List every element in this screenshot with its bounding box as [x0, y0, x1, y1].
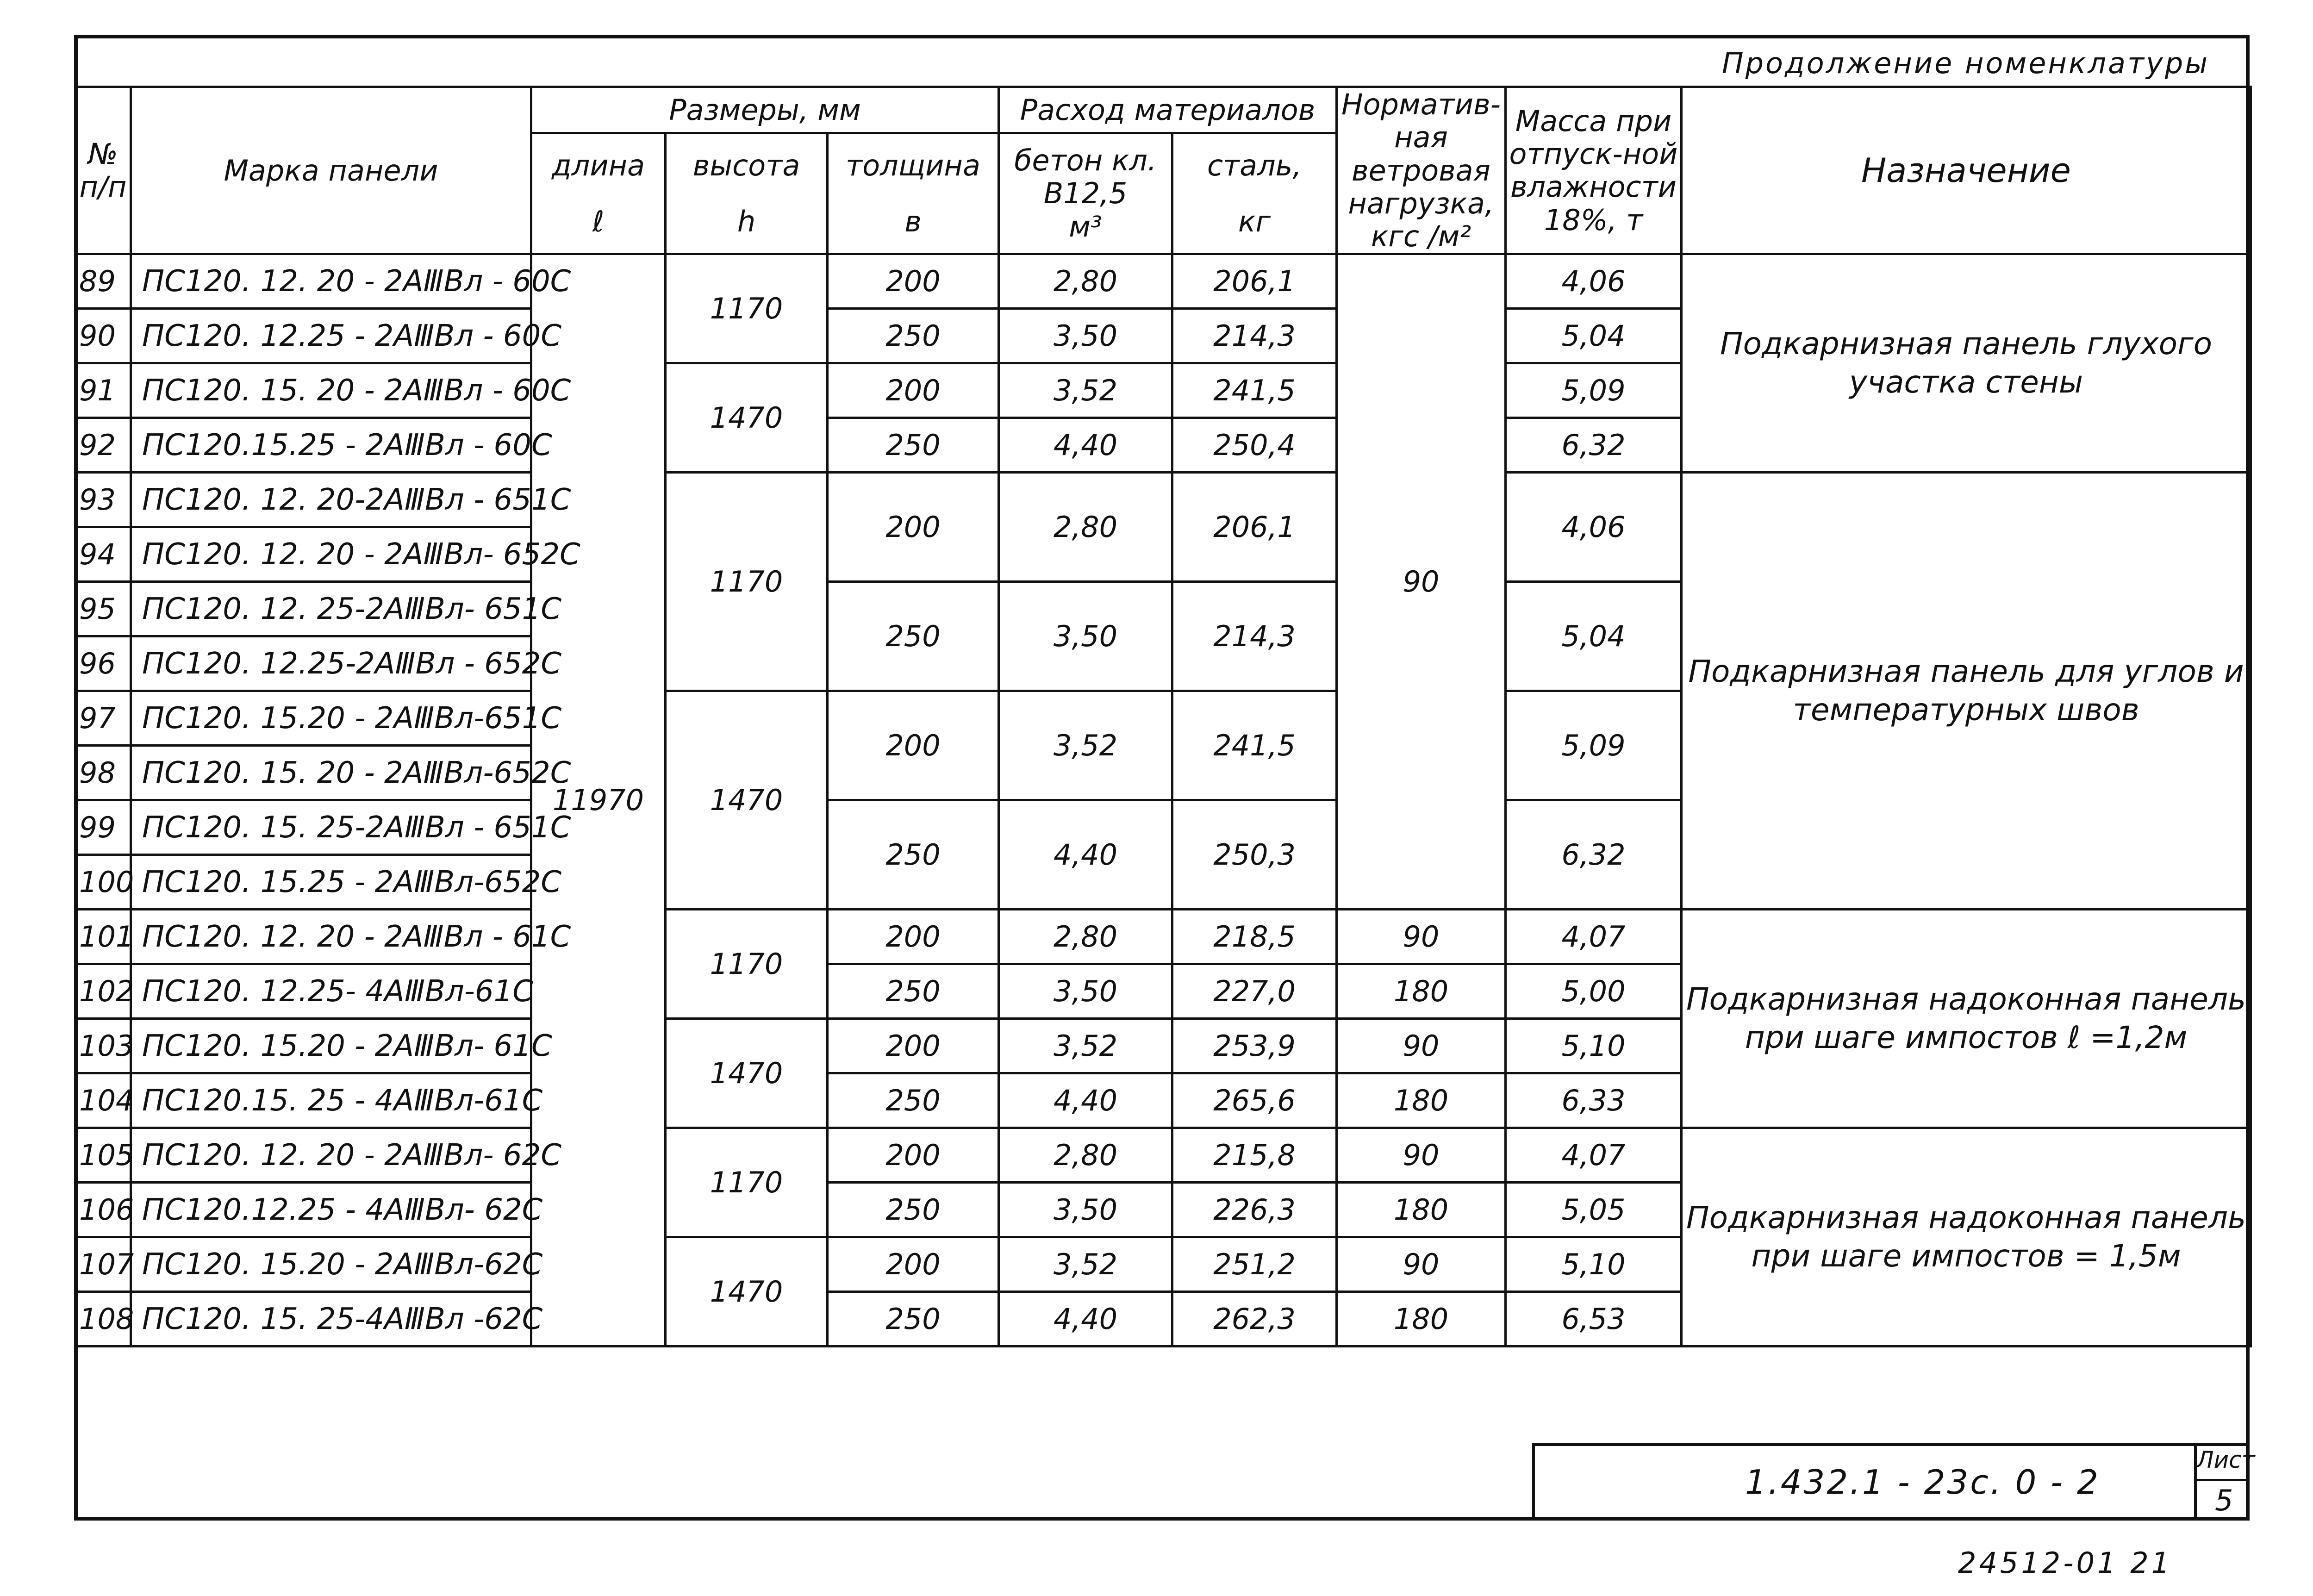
table-cell: 206,1: [1172, 473, 1337, 582]
table-cell: 1170: [666, 473, 828, 691]
table-cell: 200: [828, 1128, 999, 1183]
document-code: 1.432.1 - 23с. 0 - 2: [1745, 1463, 2100, 1502]
table-cell: ПС120.15. 25 - 4АⅢВл-61С: [131, 1073, 531, 1128]
table-cell: 97: [75, 691, 131, 746]
table-cell: 250: [828, 800, 999, 910]
table-cell: ПС120. 15. 25-2АⅢВл - 651С: [131, 800, 531, 855]
table-cell: 250: [828, 1183, 999, 1237]
table-cell: 180: [1337, 964, 1506, 1019]
table-cell: 5,10: [1506, 1019, 1682, 1073]
col-header-sizes: Размеры, мм: [531, 87, 999, 133]
table-cell: 93: [75, 473, 131, 527]
table-cell: 262,3: [1172, 1292, 1337, 1347]
table-cell: 200: [828, 910, 999, 964]
table-cell: 90: [1337, 1237, 1506, 1292]
inventory-number: 24512-01 21: [1958, 1546, 2173, 1580]
table-cell: ПС120. 12. 20 - 2АⅢВл - 61С: [131, 910, 531, 964]
table-cell: 102: [75, 964, 131, 1019]
table-cell: 4,07: [1506, 1128, 1682, 1183]
table-cell: 241,5: [1172, 691, 1337, 800]
col-header-materials: Расход материалов: [999, 87, 1337, 133]
table-cell: 265,6: [1172, 1073, 1337, 1128]
table-cell: 250,4: [1172, 418, 1337, 473]
table-cell: 3,52: [999, 363, 1172, 418]
header-row-1: [75, 87, 2251, 133]
col-header-height: высота h: [666, 133, 828, 254]
table-cell: 4,40: [999, 800, 1172, 910]
nomenclature-table: [74, 86, 2252, 1347]
length-cell: 11970: [531, 254, 666, 1347]
table-cell: 5,04: [1506, 309, 1682, 363]
table-cell: 250: [828, 1292, 999, 1347]
col-header-no: № п/п: [75, 87, 131, 254]
table-cell: 4,07: [1506, 910, 1682, 964]
table-cell: 3,50: [999, 1183, 1172, 1237]
purpose-cell: Подкарнизная панель для углов и температурных швов: [1682, 473, 2251, 910]
table-cell: 180: [1337, 1292, 1506, 1347]
table-row: [75, 1128, 2251, 1183]
table-cell: 253,9: [1172, 1019, 1337, 1073]
table-cell: ПС120. 12.25- 4АⅢВл-61С: [131, 964, 531, 1019]
table-cell: 180: [1337, 1183, 1506, 1237]
table-cell: 1470: [666, 1237, 828, 1347]
col-header-thickness: толщина в: [828, 133, 999, 254]
table-cell: 1170: [666, 910, 828, 1019]
table-cell: 94: [75, 527, 131, 582]
table-cell: 250: [828, 309, 999, 363]
purpose-cell: Подкарнизная панель глухого участка стены: [1682, 254, 2251, 473]
table-cell: 4,06: [1506, 473, 1682, 582]
table-cell: 3,52: [999, 1237, 1172, 1292]
table-cell: 90: [75, 309, 131, 363]
table-cell: 1470: [666, 1019, 828, 1128]
table-cell: 106: [75, 1183, 131, 1237]
table-cell: 90: [1337, 910, 1506, 964]
col-header-wind-load: Норматив-ная ветровая нагрузка, кгс /м²: [1337, 87, 1506, 254]
table-cell: ПС120. 15. 20 - 2АⅢВл-652С: [131, 746, 531, 800]
table-cell: ПС120.15.25 - 2АⅢВл - 60С: [131, 418, 531, 473]
table-cell: 214,3: [1172, 582, 1337, 691]
table-cell: 206,1: [1172, 254, 1337, 309]
table-cell: 226,3: [1172, 1183, 1337, 1237]
col-header-length: длина ℓ: [531, 133, 666, 254]
table-cell: 1170: [666, 254, 828, 363]
table-cell: 95: [75, 582, 131, 636]
table-cell: 107: [75, 1237, 131, 1292]
table-cell: ПС120. 15.25 - 2АⅢВл-652С: [131, 855, 531, 910]
table-cell: 250: [828, 418, 999, 473]
table-cell: 250: [828, 582, 999, 691]
table-cell: 5,00: [1506, 964, 1682, 1019]
table-cell: ПС120. 15.20 - 2АⅢВл-62С: [131, 1237, 531, 1292]
table-cell: ПС120. 12. 20-2АⅢВл - 651С: [131, 473, 531, 527]
table-row: [75, 910, 2251, 964]
table-cell: 4,06: [1506, 254, 1682, 309]
continuation-note: Продолжение номенклатуры: [1722, 46, 2210, 80]
table-cell: 98: [75, 746, 131, 800]
table-cell: ПС120. 12.25-2АⅢВл - 652С: [131, 636, 531, 691]
table-cell: 3,52: [999, 691, 1172, 800]
col-header-mass: Масса при отпуск-ной влажности 18%, т: [1506, 87, 1682, 254]
table-cell: 6,33: [1506, 1073, 1682, 1128]
table-cell: ПС120. 15. 20 - 2АⅢВл - 60С: [131, 363, 531, 418]
purpose-cell: Подкарнизная надоконная панель при шаге импостов ℓ =1,2м: [1682, 910, 2251, 1128]
col-header-mark: Марка панели: [131, 87, 531, 254]
table-cell: 4,40: [999, 1073, 1172, 1128]
table-cell: 3,52: [999, 1019, 1172, 1073]
table-cell: 4,40: [999, 1292, 1172, 1347]
table-cell: 5,09: [1506, 363, 1682, 418]
table-cell: 90: [1337, 1128, 1506, 1183]
table-cell: 241,5: [1172, 363, 1337, 418]
table-cell: ПС120. 12. 20 - 2АⅢВл- 652С: [131, 527, 531, 582]
table-cell: 1470: [666, 363, 828, 473]
table-cell: 104: [75, 1073, 131, 1128]
col-header-purpose: Назначение: [1682, 87, 2251, 254]
table-cell: 2,80: [999, 1128, 1172, 1183]
table-cell: 200: [828, 691, 999, 800]
table-cell: 6,53: [1506, 1292, 1682, 1347]
table-cell: 214,3: [1172, 309, 1337, 363]
table-cell: 108: [75, 1292, 131, 1347]
table-cell: 200: [828, 363, 999, 418]
table-cell: 250: [828, 1073, 999, 1128]
table-cell: 5,05: [1506, 1183, 1682, 1237]
purpose-cell: Подкарнизная надоконная панель при шаге импостов = 1,5м: [1682, 1128, 2251, 1347]
table-cell: 1470: [666, 691, 828, 910]
table-cell: 2,80: [999, 254, 1172, 309]
table-cell: 2,80: [999, 473, 1172, 582]
sheet-divider: [2194, 1479, 2250, 1481]
table-cell: 250: [828, 964, 999, 1019]
table-cell: 91: [75, 363, 131, 418]
table-cell: 89: [75, 254, 131, 309]
table-cell: 227,0: [1172, 964, 1337, 1019]
col-header-concrete: бетон кл. В12,5 м³: [999, 133, 1172, 254]
table-cell: 103: [75, 1019, 131, 1073]
table-row: [75, 473, 2251, 527]
table-cell: ПС120. 12. 25-2АⅢВл- 651С: [131, 582, 531, 636]
table-cell: 250,3: [1172, 800, 1337, 910]
table-cell: 3,50: [999, 582, 1172, 691]
table-cell: 100: [75, 855, 131, 910]
table-cell: 6,32: [1506, 800, 1682, 910]
col-header-steel: сталь, кг: [1172, 133, 1337, 254]
table-cell: 2,80: [999, 910, 1172, 964]
table-cell: 101: [75, 910, 131, 964]
sheet-label: Лист: [2196, 1446, 2255, 1473]
table-cell: 6,32: [1506, 418, 1682, 473]
table-cell: ПС120. 15.20 - 2АⅢВл-651С: [131, 691, 531, 746]
wind-load-cell: 90: [1337, 254, 1506, 910]
table-cell: 215,8: [1172, 1128, 1337, 1183]
table-cell: ПС120.12.25 - 4АⅢВл- 62С: [131, 1183, 531, 1237]
table-cell: 251,2: [1172, 1237, 1337, 1292]
table-cell: 99: [75, 800, 131, 855]
table-cell: ПС120. 12. 20 - 2АⅢВл - 60С: [131, 254, 531, 309]
table-cell: ПС120. 15.20 - 2АⅢВл- 61С: [131, 1019, 531, 1073]
table-cell: 200: [828, 1237, 999, 1292]
table-cell: 5,04: [1506, 582, 1682, 691]
table-cell: 5,10: [1506, 1237, 1682, 1292]
table-cell: 96: [75, 636, 131, 691]
table-cell: 92: [75, 418, 131, 473]
table-cell: 180: [1337, 1073, 1506, 1128]
table-cell: ПС120. 12. 20 - 2АⅢВл- 62С: [131, 1128, 531, 1183]
table-cell: 4,40: [999, 418, 1172, 473]
table-cell: 200: [828, 254, 999, 309]
table-cell: ПС120. 15. 25-4АⅢВл -62С: [131, 1292, 531, 1347]
table-cell: 200: [828, 1019, 999, 1073]
table-cell: 5,09: [1506, 691, 1682, 800]
sheet-number: 5: [2215, 1484, 2233, 1517]
table-cell: 1170: [666, 1128, 828, 1237]
table-cell: 105: [75, 1128, 131, 1183]
table-cell: 3,50: [999, 309, 1172, 363]
table-cell: 200: [828, 473, 999, 582]
table-cell: 90: [1337, 1019, 1506, 1073]
table-cell: 218,5: [1172, 910, 1337, 964]
table-cell: ПС120. 12.25 - 2АⅢВл - 60С: [131, 309, 531, 363]
table-row: [75, 254, 2251, 309]
table-cell: 3,50: [999, 964, 1172, 1019]
